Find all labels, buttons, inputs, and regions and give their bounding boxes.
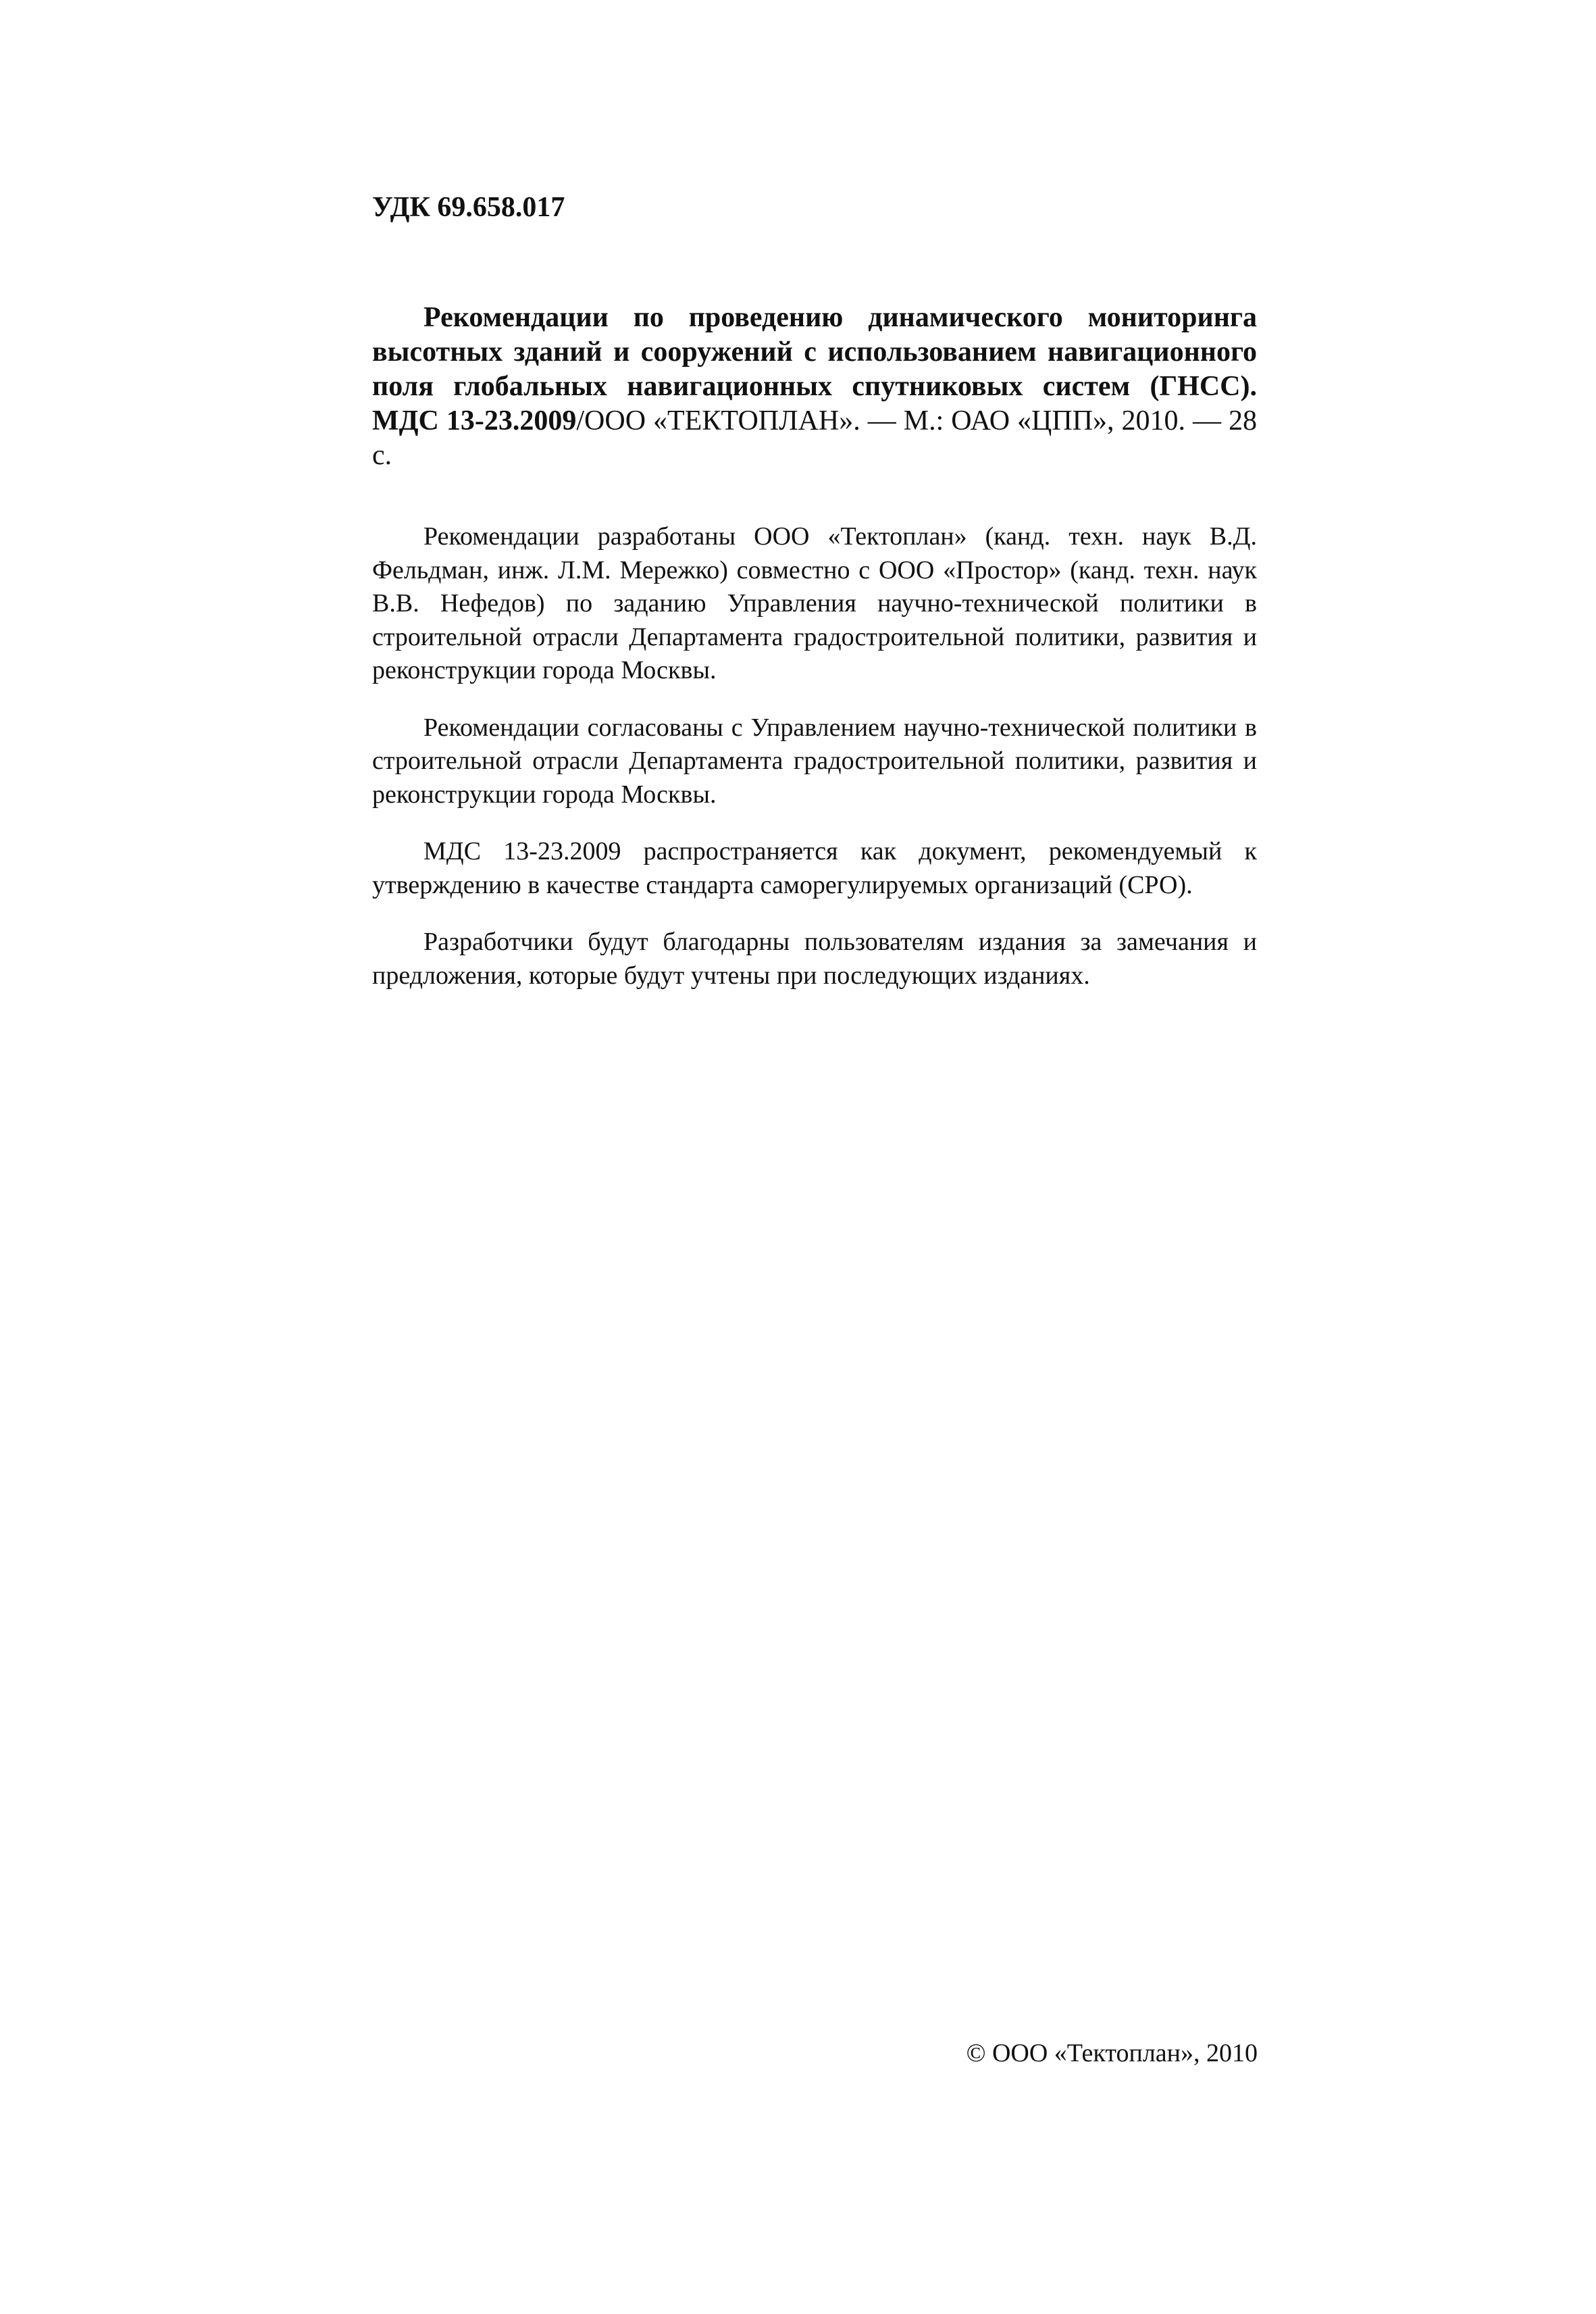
paragraph-approval: Рекомендации согласованы с Управлением научно-технической политики в строительной отрасли Департамента градостроительной политики, развития и реконструкции города Москвы.	[372, 713, 1257, 809]
main-content	[372, 301, 1257, 992]
bibliographic-imprint: /ООО «ТЕКТОПЛАН». — М.: ОАО «ЦПП», 2010. — 28 с.	[372, 405, 1258, 471]
paragraph-developers: Рекомендации разработаны ООО «Тектоплан» (канд. техн. наук В.Д. Фельдман, инж. Л.М. Мережко) совместно с ООО «Простор» (канд. техн. наук В.В. Нефедов) по заданию Управления научно-технической политики в строительной отрасли Департамента градостроительной политики, развития и реконструкции города Москвы.	[372, 522, 1257, 684]
paragraph-feedback: Разработчики будут благодарны пользователям издания за замечания и предложения, которые будут учтены при последующих изданиях.	[372, 928, 1257, 990]
bibliographic-description	[372, 301, 1257, 473]
bibliographic-title: Рекомендации по проведению динамического мониторинга высотных зданий и сооружений с использованием навигационного поля глобальных навигационных спутниковых систем (ГНСС). МДС 13-23.2009	[372, 302, 1257, 436]
copyright-notice: © ООО «Тектоплан», 2010	[966, 2039, 1258, 2067]
paragraph-scope: МДС 13-23.2009 распространяется как документ, рекомендуемый к утверждению в качестве стандарта саморегулируемых организаций (СРО).	[372, 837, 1257, 899]
udc-code: УДК 69.658.017	[372, 192, 565, 223]
